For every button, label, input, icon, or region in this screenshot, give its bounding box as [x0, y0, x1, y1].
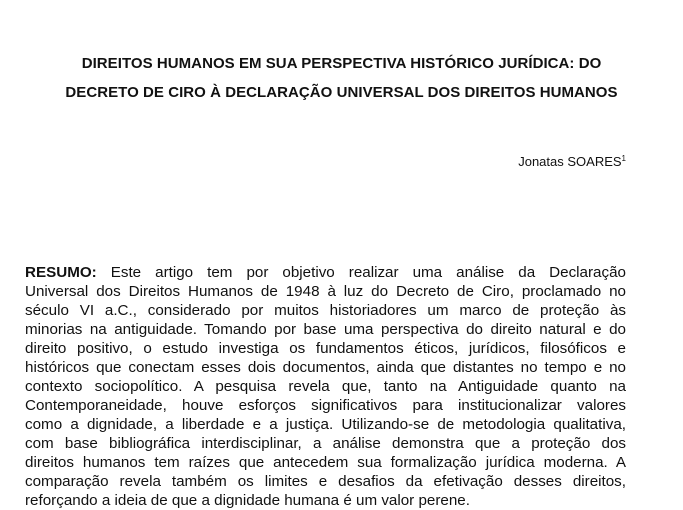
- abstract-line-4: minorias na antiguidade. Tomando por base uma perspectiva do direito natural e do: [25, 321, 626, 338]
- abstract-line-2: Universal dos Direitos Humanos de 1948 à luz do Decreto de Ciro, proclamado no: [25, 283, 626, 300]
- abstract-line-1: [25, 263, 626, 282]
- abstract-line-6: históricos que conectam esses dois documentos, ainda que distantes no tempo e no: [25, 359, 626, 376]
- abstract-line-5: direito positivo, o estudo investiga os fundamentos éticos, jurídicos, filosóficos e: [25, 340, 626, 357]
- abstract-line-11: direitos humanos tem raízes que antecedem sua formalização jurídica moderna. A: [25, 454, 626, 471]
- paper-title-line-1: DIREITOS HUMANOS EM SUA PERSPECTIVA HISTÓRICO JURÍDICA: DO: [81, 55, 602, 72]
- author-line: [518, 151, 626, 170]
- abstract: [25, 263, 626, 510]
- abstract-label: RESUMO:: [25, 264, 97, 281]
- author-footnote-mark: 1: [621, 154, 626, 163]
- abstract-line-13: reforçando a ideia de que a dignidade humana é um valor perene.: [25, 492, 470, 509]
- abstract-line-3: século VI a.C., considerado por muitos historiadores um marco de proteção às: [25, 302, 626, 319]
- abstract-line-1-text: Este artigo tem por objetivo realizar uma análise da Declaração: [96, 264, 626, 281]
- author-name: Jonatas SOARES: [518, 154, 622, 169]
- abstract-line-10: com base bibliográfica interdisciplinar, a análise demonstra que a proteção dos: [25, 435, 626, 452]
- abstract-line-7: contexto sociopolítico. A pesquisa revela que, tanto na Antiguidade quanto na: [25, 378, 626, 395]
- abstract-line-12: comparação revela também os limites e desafios da efetivação desses direitos,: [25, 473, 626, 490]
- abstract-line-8: Contemporaneidade, houve esforços significativos para institucionalizar valores: [25, 397, 626, 414]
- abstract-line-9: como a dignidade, a liberdade e a justiça. Utilizando-se de metodologia qualitativa,: [25, 416, 626, 433]
- paper-title-line-2: DECRETO DE CIRO À DECLARAÇÃO UNIVERSAL DOS DIREITOS HUMANOS: [65, 84, 618, 101]
- paper-title: [20, 49, 663, 107]
